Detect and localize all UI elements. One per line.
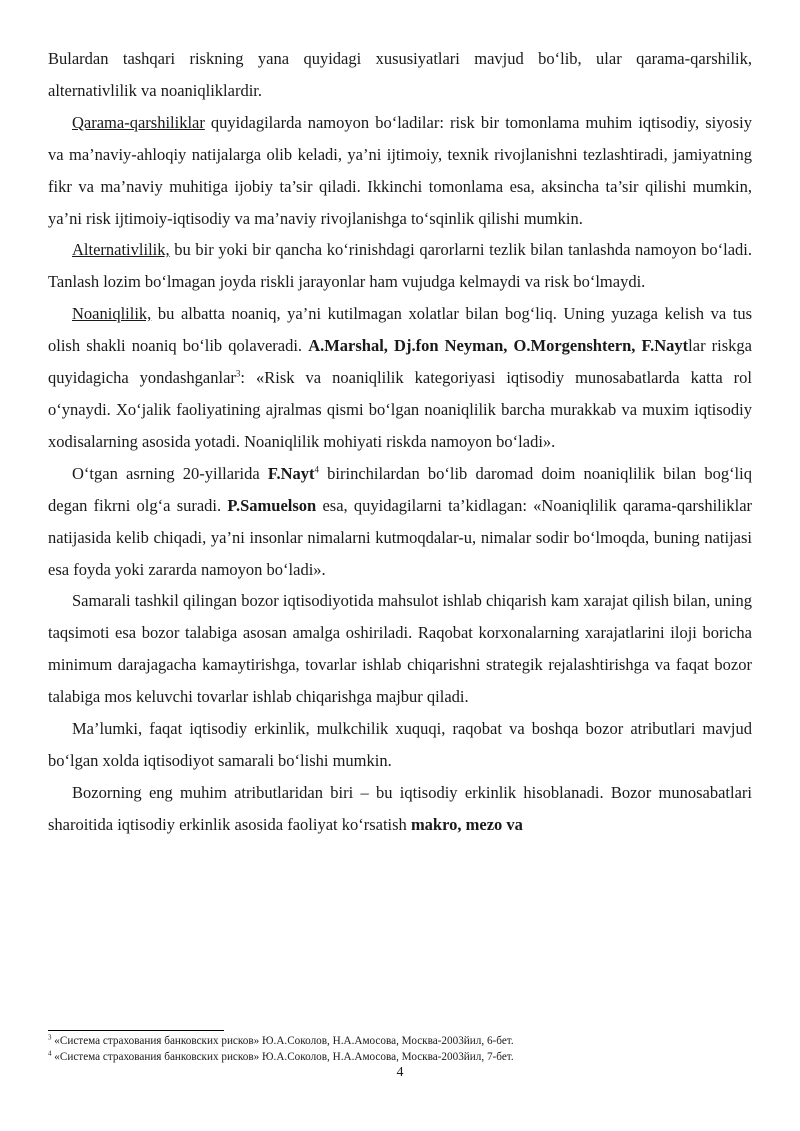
paragraph-knight-text-3: esa, quyidagilarni ta’kidlagan: «Noaniqlilik qarama-qarshiliklar natijasida kelib chiqadi, ya’ni insonlar nimalarni kutmoqdalar-u, nimalar sodir bo‘lmoqda, buning natijasi esa foyda yoki zararda namoyon bo‘ladi». (48, 495, 753, 579)
paragraph-uncertainty (48, 298, 752, 458)
paragraph-market-attributes-text: Bozorning eng muhim atributlaridan biri – bu iqtisodiy erkinlik hisoblanadi. Bozor munosabatlari sharoitida iqtisodiy erkinlik asosida faoliyat ko‘rsatish (48, 782, 752, 834)
term-contradictions: Qarama-qarshiliklar (72, 112, 205, 132)
footnote-4-text: «Система страхования банковских рисков» Ю.А.Соколов, Н.А.Амосова, Москва-2003йил, 7-бет. (51, 1050, 514, 1063)
footnote-separator (48, 1030, 224, 1031)
paragraph-uncertainty-text-2: lar riskga quyidagicha yondashganlar (48, 336, 753, 388)
body-text (48, 43, 752, 841)
paragraph-economic-freedom (48, 713, 752, 777)
page-number: 4 (396, 1065, 404, 1080)
footnote-3-text: «Система страхования банковских рисков» Ю.А.Соколов, Н.А.Амосова, Москва-2003йил, 6-бет. (51, 1035, 514, 1047)
paragraph-knight-text-2: birinchilardan bo‘lib daromad doim noaniqlilik bilan bog‘liq degan fikrni olg‘a suradi. (48, 463, 752, 515)
paragraph-1 (48, 43, 752, 107)
paragraph-alternativeness-text: bu bir yoki bir qancha ko‘rinishdagi qarorlarni tezlik bilan tanlashda namoyon bo‘ladi. Tanlash lozim bo‘lmagan joyda riskli jarayonlar ham vujudga kelmaydi va risk bo‘lmaydi. (48, 240, 752, 292)
term-uncertainty: Noaniqlilik, (72, 304, 152, 324)
authors-names: A.Marshal, Dj.fon Neyman, O.Morgenshtern, F.Nayt (308, 336, 689, 356)
footnote-ref-4: 4 (314, 464, 319, 475)
footnote-3-number: 3 (48, 1033, 52, 1042)
paragraph-alternativeness (48, 234, 752, 298)
paragraph-knight (48, 458, 752, 586)
paragraph-knight-text-1: O‘tgan asrning 20-yillarida (72, 463, 268, 483)
paragraph-uncertainty-text-3: : «Risk va noaniqlilik kategoriyasi iqtisodiy munosabatlarda katta rol o‘ynaydi. Xo‘jalik faoliyatining ajralmas qismi bo‘lgan noaniqlilik barcha murakkab va muxim iqtisodiy xodisalarning asosida yotadi. Noaniqlilik mohiyati riskda namoyon bo‘ladi». (48, 368, 753, 451)
footnotes (48, 1034, 752, 1065)
paragraph-uncertainty-text-1: bu albatta noaniq, ya’ni kutilmagan xolatlar bilan bog‘liq. Uning yuzaga kelish va tus olish shakli noaniq bo‘lib qolaveradi. (48, 304, 752, 356)
paragraph-contradictions (48, 107, 752, 235)
paragraph-market-attributes (48, 777, 752, 841)
paragraph-contradictions-text: quyidagilarda namoyon bo‘ladilar: risk bir tomonlama muhim iqtisodiy, siyosiy va ma’naviy-ahloqiy natijalarga olib keladi, ya’ni ijtimoiy, texnik rivojlanishni tezlashtiradi, jamiyatning fikr va ma’naviy muhitiga ijobiy ta’sir qiladi. Ikkinchi tomonlama esa, aksincha ta’sir qilishi mumkin, ya’ni risk ijtimoiy-iqtisodiy va ma’naviy rivojlanishga to‘sqinlik qilishi mumkin. (48, 112, 752, 228)
paragraph-1-text: Bulardan tashqari riskning yana quyidagi xususiyatlari mavjud bo‘lib, ular qarama-qarshilik, alternativlilik va noaniqliklardir. (48, 49, 752, 100)
author-knight: F.Nayt (267, 463, 315, 483)
footnote-4-number: 4 (48, 1048, 52, 1057)
footnote-3 (48, 1034, 752, 1050)
paragraph-market-attributes-bold: makro, mezo va (410, 814, 523, 834)
paragraph-market-economy-text: Samarali tashkil qilingan bozor iqtisodiyotida mahsulot ishlab chiqarish kam xarajat qilish bilan, uning taqsimoti esa bozor talabiga asosan amalga oshiriladi. Raqobat korxonalarning xarajatlarini iloji boricha minimum darajagacha kamaytirishga, tovarlar ishlab chiqarishni strategik rejalashtirishga va faqat bozor talabiga mos keluvchi tovarlar ishlab chiqarishga majbur qiladi. (48, 591, 752, 707)
author-samuelson: P.Samuelson (227, 495, 317, 515)
paragraph-market-economy (48, 585, 752, 713)
term-alternativeness: Alternativlilik, (72, 240, 170, 260)
footnote-4 (48, 1050, 752, 1066)
paragraph-economic-freedom-text: Ma’lumki, faqat iqtisodiy erkinlik, mulkchilik xuquqi, raqobat va boshqa bozor atributlari mavjud bo‘lgan xolda iqtisodiyot samarali bo‘lishi mumkin. (48, 719, 752, 770)
footnote-ref-3: 3 (235, 368, 241, 379)
